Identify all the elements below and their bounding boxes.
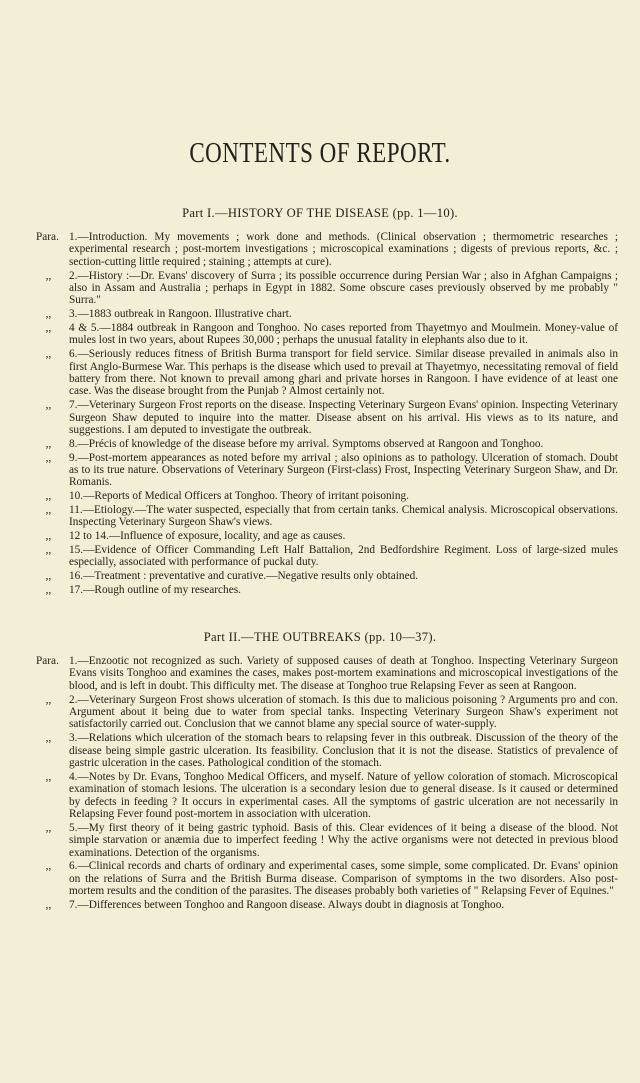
entry-body xyxy=(69,270,618,307)
entry-lead: ,, xyxy=(45,308,52,321)
entry-text: Evidence of Officer Commanding Left Half Battalion, 2nd Bedfordshire Regiment. Loss of large-sized mules especially, associated with performance of puckal duty. xyxy=(69,544,618,569)
entry-lead: ,, xyxy=(45,770,52,783)
contents-entry xyxy=(36,694,618,731)
part-2-heading: Part II.—THE OUTBREAKS (pp. 10—37). xyxy=(203,630,437,644)
entry-lead: Para. xyxy=(36,655,59,667)
contents-entry xyxy=(36,348,618,398)
entry-number: 7.— xyxy=(69,899,89,912)
contents-entry xyxy=(36,322,618,347)
entry-text: Clinical records and charts of ordinary and experimental cases, some simple, some complicated. Dr. Evans' opinion on the relations of Surra and the British Burma disease. Comparison of symptoms in the two disorders. Also post-mortem results and the condition of the parasites. The diseases probably both varieties of " Relapsing Fever of Equines." xyxy=(69,860,618,898)
entry-body xyxy=(69,322,618,347)
entry-body xyxy=(69,399,618,436)
entry-text: 1884 outbreak in Rangoon and Tonghoo. No cases reported from Thayetmyo and Moulmein. Money-value of mules lost in two years, about Rupees 30,000 ; perhaps the unusual fatality in elephants also due to it. xyxy=(69,322,618,347)
entry-text: Etiology.—The water suspected, especially that from certain tanks. Chemical analysis. Microscopical observations. Inspecting Veterinary Surgeon Shaw's views. xyxy=(69,504,618,529)
entry-text: History :—Dr. Evans' discovery of Surra ; its possible occurrence during Persian War ; also in Afghan Campaigns ; also in Assam and Australia ; perhaps in Egypt in 1882. Some obscure cases previously observed by me probably " Surra." xyxy=(69,269,618,307)
entry-number: 2.— xyxy=(69,269,89,282)
entry-number: 15.— xyxy=(69,544,95,557)
entry-body xyxy=(69,530,618,542)
contents-entry xyxy=(36,899,618,911)
contents-entry xyxy=(36,655,618,692)
contents-entry xyxy=(36,504,618,529)
entry-number: 1.— xyxy=(69,231,89,243)
entry-body xyxy=(69,570,618,582)
entry-number: 12 to 14.— xyxy=(69,530,121,543)
entry-body xyxy=(69,860,618,897)
entry-number: 4 & 5.— xyxy=(69,322,111,335)
entry-text: Enzootic not recognized as such. Variety of supposed causes of death at Tonghoo. Inspecting Veterinary Surgeon Evans visits Tonghoo and examines the cases, makes post-mortem examinations and microscopical investigations of the blood, and is left in doubt. This difficulty met. The disease at Tonghoo true Relapsing Fever as seen at Rangoon. xyxy=(69,655,618,692)
entry-body xyxy=(69,231,618,268)
entry-lead: ,, xyxy=(45,584,52,597)
entry-lead: ,, xyxy=(45,530,52,543)
page-title: CONTENTS OF REPORT. xyxy=(189,136,451,168)
entry-lead: ,, xyxy=(45,693,52,706)
entry-text: Seriously reduces fitness of British Burma transport for field service. Similar disease prevailed in animals also in first Anglo-Burmese War. This perhaps is the disease which used to prevail at Thayetmyo, necessitating removal of field battery from there. Not known to prevail among ghari and private horses in Rangoon. I have evidence of at least one case. Was the disease brought from the Punjab ? Almost certainly not. xyxy=(69,348,618,398)
entry-lead: ,, xyxy=(45,437,52,450)
entry-lead: ,, xyxy=(45,348,52,361)
entry-lead: ,, xyxy=(45,399,52,412)
entry-lead: ,, xyxy=(45,544,52,557)
entry-number: 16.— xyxy=(69,570,95,583)
entry-lead: ,, xyxy=(45,269,52,282)
entry-body xyxy=(69,438,618,450)
entry-lead: ,, xyxy=(45,451,52,464)
entry-body xyxy=(69,694,618,731)
contents-entry xyxy=(36,308,618,320)
entry-body xyxy=(69,899,618,911)
entry-body xyxy=(69,655,618,692)
entry-text: Relations which ulceration of the stomach bears to relapsing fever in this outbreak. Discussion of the theory of the disease being simple gastric ulceration. Its feasibility. Conclusion that it is not the disease. Statistics of prevalence of gastric ulceration in the cases. Pathological condition of the stomach. xyxy=(69,732,618,770)
entry-number: 7.— xyxy=(69,399,89,412)
entry-text: My first theory of it being gastric typhoid. Basis of this. Clear evidences of it being a disease of the blood. Not simple starvation or anæmia due to imperfect feeding ! Why the active organisms were not detected in previous blood examinations. Detection of the organisms. xyxy=(69,821,618,859)
entry-number: 3.— xyxy=(69,732,89,745)
entry-number: 11.— xyxy=(69,504,94,517)
entry-text: Influence of exposure, locality, and age as causes. xyxy=(120,530,346,543)
contents-entry xyxy=(36,860,618,897)
contents-entry xyxy=(36,570,618,582)
entry-number: 10.— xyxy=(69,490,95,503)
entry-body xyxy=(69,544,618,569)
entry-text: Differences between Tonghoo and Rangoon disease. Always doubt in diagnosis at Tonghoo. xyxy=(88,899,505,912)
contents-entry xyxy=(36,822,618,859)
entry-lead: ,, xyxy=(45,322,52,335)
entry-number: 4.— xyxy=(69,770,89,783)
entry-number: 3.— xyxy=(69,308,89,321)
entry-number: 6.— xyxy=(69,348,89,361)
contents-entry xyxy=(36,732,618,769)
entry-body xyxy=(69,822,618,859)
part-2-entries xyxy=(36,655,618,911)
contents-entry xyxy=(36,270,618,307)
entry-body xyxy=(69,771,618,821)
entry-lead: Para. xyxy=(36,231,59,243)
part-1-entries xyxy=(36,231,618,596)
entry-body xyxy=(69,504,618,529)
entry-lead: ,, xyxy=(45,899,52,912)
entry-text: Post-mortem appearances as noted before my arrival ; also opinions as to pathology. Ulceration of stomach. Doubt as to its true nature. Observations of Veterinary Surgeon (First-class) Frost, Inspecting Veterinary Surgeon Shaw, and Dr. Romanis. xyxy=(69,451,618,489)
contents-entry xyxy=(36,771,618,821)
entry-text: Veterinary Surgeon Frost shows ulceration of stomach. Is this due to malicious poisoning ? Arguments pro and con. Argument about it being due to water from special tanks. Inspecting Veterinary Surgeon Shaw's experiment not satisfactorily carried out. Conclusion that we cannot blame any special source of water-supply. xyxy=(69,693,618,731)
entry-text: 1883 outbreak in Rangoon. Illustrative chart. xyxy=(88,308,292,321)
contents-entry xyxy=(36,530,618,542)
entry-text: Veterinary Surgeon Frost reports on the disease. Inspecting Veterinary Surgeon Evans' opinion. Inspecting Veterinary Surgeon Shaw deputed to inquire into the matter. Disease absent on his arrival. His views as to its nature, and suggestions. I am deputed to investigate the outbreak. xyxy=(69,399,618,437)
entry-lead: ,, xyxy=(45,732,52,745)
entry-number: 2.— xyxy=(69,693,89,706)
entry-number: 1.— xyxy=(69,655,89,667)
entry-number: 6.— xyxy=(69,860,89,873)
contents-entry xyxy=(36,544,618,569)
part-1-heading: Part I.—HISTORY OF THE DISEASE (pp. 1—10). xyxy=(182,206,458,220)
entry-body xyxy=(69,308,618,320)
entry-number: 17.— xyxy=(69,584,95,597)
entry-text: Rough outline of my researches. xyxy=(94,584,241,597)
contents-entry xyxy=(36,438,618,450)
entry-text: Notes by Dr. Evans, Tonghoo Medical Officers, and myself. Nature of yellow coloration of stomach. Microscopical examination of stomach lesions. The ulceration is a secondary lesion due to general disease. Is it caused or determined by defects in feeding ? It occurs in experimental cases. All the symptoms of gastric ulceration are not necessarily in Relapsing Fever found post-mortem in association with ulceration. xyxy=(69,770,618,821)
entry-lead: ,, xyxy=(45,490,52,503)
entry-lead: ,, xyxy=(45,821,52,834)
entry-lead: ,, xyxy=(45,860,52,873)
entry-number: 5.— xyxy=(69,821,89,834)
entry-body xyxy=(69,348,618,398)
entry-body xyxy=(69,732,618,769)
entry-text: Treatment : preventative and curative.—Negative results only obtained. xyxy=(94,570,419,583)
entry-body xyxy=(69,452,618,489)
contents-entry xyxy=(36,399,618,436)
entry-body xyxy=(69,490,618,502)
entry-text: Reports of Medical Officers at Tonghoo. Theory of irritant poisoning. xyxy=(94,490,409,503)
entry-number: 8.— xyxy=(69,437,89,450)
contents-entry xyxy=(36,452,618,489)
contents-entry xyxy=(36,584,618,596)
entry-lead: ,, xyxy=(45,570,52,583)
entry-text: Précis of knowledge of the disease before my arrival. Symptoms observed at Rangoon and Tonghoo. xyxy=(88,437,544,450)
entry-body xyxy=(69,584,618,596)
entry-lead: ,, xyxy=(45,504,52,517)
contents-entry xyxy=(36,490,618,502)
entry-text: Introduction. My movements ; work done and methods. (Clinical observation ; thermometric researches ; experimental research ; post-mortem investigations ; microscopical examinations ; digests of previous reports, &c. ; section-cutting little required ; staining ; attempts at cure). xyxy=(69,231,618,268)
contents-entry xyxy=(36,231,618,268)
entry-number: 9.— xyxy=(69,451,89,464)
